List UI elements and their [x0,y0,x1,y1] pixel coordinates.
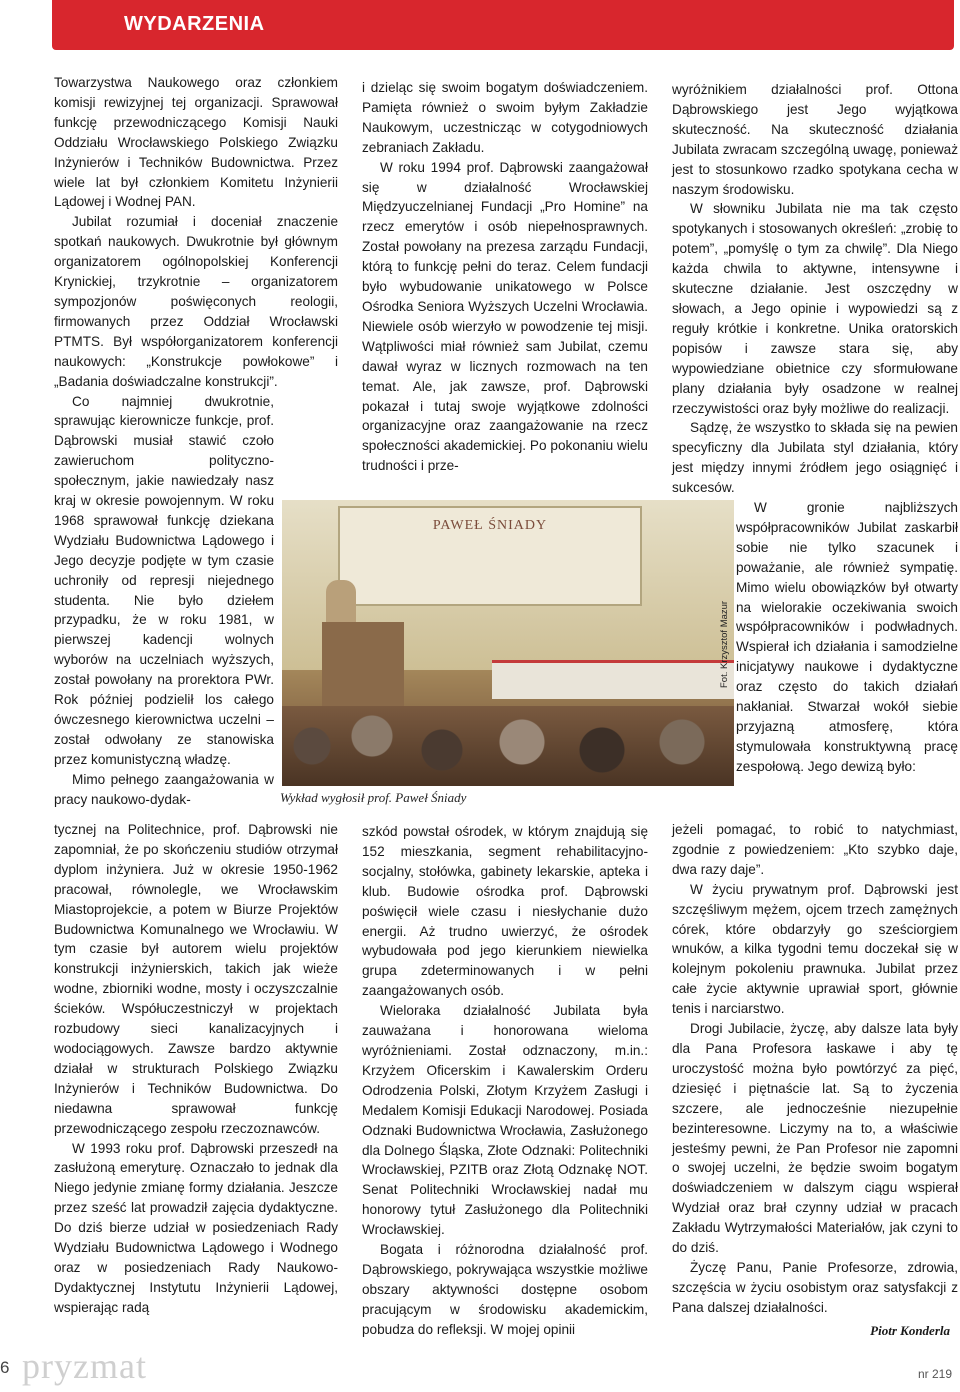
screen-title: PAWEŁ ŚNIADY [432,518,548,533]
column-1-continued [54,820,338,1318]
column-2 [362,78,648,476]
paragraph: W gronie najbliższych współpracowników Jubilat zaskarbił sobie nie tylko szacunek i poważanie, ale również sympatię. Mimo wielu obowiązków był otwarty na wielorakie oczekiwania swoich współpracowników i podwładnych. Wspierał ich działania i samodzielne inicjatywy naukowe i dydaktyczne oraz często do takich działań nakłaniał. Stwarzał wokół siebie przyjazną atmosferę, która stymulowała konstruktywną pracę zespołową. Jego dewizą było: [736,500,958,774]
photo-caption: Wykład wygłosił prof. Paweł Śniady [280,790,467,805]
paragraph: jeżeli pomagać, to robić to natychmiast, zgodnie z powiedzeniem: „Kto szybko daje, dwa razy daje”. [672,822,958,877]
photo-credit: Fot. Krzysztof Mazur [719,600,730,688]
paragraph: Sądzę, że wszystko to składa się na pewien specyficzny dla Jubilata styl działania, który jest między innymi źródłem jego osiągnięć i sukcesów. [672,420,958,496]
page-number: 6 [0,1358,10,1377]
paragraph: W 1993 roku prof. Dąbrowski przeszedł na zasłużoną emeryturę. Oznaczało to jednak dla Niego jedynie zmianę formy działania. Jeszcze przez sześć lat prowadził zajęcia dydaktyczne. Do dziś bierze udział w posiedzeniach Rady Wydziału Budownictwa Lądowego i Wodnego oraz w posiedzeniach Rady Naukowo-Dydaktycznej Instytutu Inżynierii Lądowej, wspierając radą [54,1140,338,1315]
issue-number: nr 219 [917,1367,952,1381]
magazine-logo: pryzmat [22,1346,147,1386]
paragraph: Drogi Jubilacie, życzę, aby dalsze lata były dla Pana Profesora łaskawe i aby tę uroczystość można było powtórzyć za pięć, dziesięć i piętnaście lat. Są to życzenia szczere, ale jednocześnie niezupełnie bezinteresowne. Liczymy na to, a właściwie jesteśmy pewni, że Pan Profesor nie zapomni o swojej uczelni, że będzie swoim bogatym doświadczeniem w dalszym ciągu wspierał Wydział oraz brał czynny udział w pracach Zakładu Wytrzymałości Materiałów, jak czyni to do dziś. [672,1021,958,1256]
author-signature: Piotr Konderla [870,1323,950,1338]
column-3-continued [672,820,958,1318]
paragraph: Co najmniej dwukrotnie, sprawując kierownicze funkcje, prof. Dąbrowski musiał stawić czoło zawieruchom polityczno-społecznym, jakie nawiedzały nasz kraj w okresie powojennym. W roku 1968 sprawował funkcję dziekana Wydziału Budownictwa Lądowego i Jego decyzje podjęte w tym czasie uchroniły od represji niejednego studenta. Nie było dziełem przypadku, że w roku 1981, w pierwszej kadencji wolnych wyborów na uczelniach wyższych, został powołany na prorektora PWr. Rok później podzielił los całego ówczesnego kierownictwa uczelni – został odwołany ze stanowiska przez komunistyczną władzę. [54,393,274,767]
paragraph: Mimo pełnego zaangażowania w pracy naukowo-dydak- [54,771,274,807]
section-header-bar [52,0,954,50]
paragraph: W życiu prywatnym prof. Dąbrowski jest szczęśliwym mężem, ojcem trzech zamężnych córek, które obdarzyły go sześciorgiem wnuków, a kilka tygodni temu doczekał się w kolejnym pokoleniu prawnuka. Jubilat przez całe życie aktywnie uprawiał sport, głównie tenis i narciarstwo. [672,881,958,1017]
paragraph: Bogata i różnorodna działalność prof. Dąbrowskiego, pokrywająca wszystkie możliwe obszary aktywności dostępne osobom pracującym w środowisku akademickim, pobudza do refleksji. W mojej opinii [362,1242,648,1337]
paragraph: Wieloraka działalność Jubilata była zauważana i honorowana wieloma wyróżnieniami. Został odznaczony, m.in.: Krzyżem Oficerskim i Kawalerskim Orderu Odrodzenia Polski, Złotym Krzyżem Zasługi i Medalem Komisji Edukacji Narodowej. Posiada Odznaki Budownictwa Wrocławia, Zasłużonego dla Dolnego Śląska, Złote Odznaki: Politechniki Wrocławskiej, PZITB oraz Złotą Odznakę NOT. Senat Politechniki Wrocławskiej nadał mu honorowy tytuł Zasłużonego dla Politechniki Wrocławskiej. [362,1003,648,1238]
audience [282,706,734,786]
section-title: WYDARZENIA [124,13,265,35]
paragraph: i dzieląc się swoim bogatym doświadczeniem. Pamięta również o swoim byłym Zakładzie Naukowym, uczestnicząc w cotygodniowych zebraniach Zakładu. [362,80,648,155]
paragraph: wyróżnikiem działalności prof. Ottona Dąbrowskiego jest Jego wyjątkowa skuteczność. Na skuteczność działania Jubilata zwracam szczególną uwagę, ponieważ jest to stosunkowo rzadko spotykana cecha w naszym środowisku. [672,82,958,197]
column-2-continued [362,822,648,1340]
paragraph: Jubilat rozumiał i doceniał znaczenie spotkań naukowych. Dwukrotnie był głównym organizatorem ogólnopolskiej Konferencji Krynickiej, trzykrotnie – organizatorem sympozjonów poświęconych reologii, firmowanych przez Oddział Wrocławski PTMTS. Był współorganizatorem konferencji naukowych: „Konstrukcje powłokowe” i „Badania doświadczalne konstrukcji”. [54,214,338,389]
lecture-photo [282,500,734,786]
paragraph: W słowniku Jubilata nie ma tak często spotykanych i stosowanych określeń: „zrobię to potem”, „pomyślę o tym za chwilę”. Dla Niego każda chwila to aktywne, intensywne i skuteczne działanie. Jest oszczędny w słowach, a Jego opinie i wypowiedzi są z reguły krótkie i konkretne. Unika oratorskich popisów i zawsze stara się, aby wypowiedziane obietnice czy sformułowane plany działania były osadzone w realnej rzeczywistości oraz były możliwe do realizacji. [672,201,958,416]
paragraph: tycznej na Politechnice, prof. Dąbrowski nie zapomniał, że po skończeniu studiów otrzymał dyplom inżyniera. Już w okresie 1950-1962 pracował, równolegle, we Wrocławskim Miastoprojekcie, a potem w Biurze Projektów Budownictwa Komunalnego we Wrocławiu. W tym czasie był autorem wielu projektów konstrukcji inżynierskich, takich jak wieże wodne, zbiorniki wodne, mosty i oczyszczalnie ścieków. Współuczestniczył w projektach rozbudowy sieci kanalizacyjnych i wodociągowych. Zawsze bardzo aktywnie działał w strukturach Polskiego Związku Inżynierów i Techników Budownictwa. Do niedawna sprawował funkcję przewodniczącego zespołu rzeczoznawców. [54,822,338,1136]
projection-screen [338,506,642,606]
panel-table [492,660,734,699]
paragraph: Życzę Panu, Panie Profesorze, zdrowia, szczęścia w życiu osobistym oraz satysfakcji z Pana dalszej działalności. [672,1259,958,1315]
paragraph: Towarzystwa Naukowego oraz członkiem komisji rewizyjnej tej organizacji. Sprawował funkcję przewodniczącego Komisji Nauki Oddziału Wrocławskiego Polskiego Związku Inżynierów i Techników Budownictwa. Przez wiele lat był członkiem Komitetu Inżynierii Lądowej i Wodnej PAN. [54,75,338,210]
paragraph: szkód powstał ośrodek, w którym znajdują się 152 mieszkania, segment rehabilitacyjno-socjalny, stołówka, gabinety lekarskie, apteka i klub. Budowie ośrodka prof. Dąbrowski poświęcił wiele czasu i niesłychanie dużo energii. Aż trudno uwierzyć, że ośrodek wybudowała pod jego kierunkiem niewielka grupa zdeterminowanych i w pełni zaangażowanych osób. [362,824,648,999]
paragraph: W roku 1994 prof. Dąbrowski zaangażował się w działalność Wrocławskiej Międzyuczelnianej Fundacji „Pro Homine” na rzecz emerytów i osób niepełnosprawnych. Został powołany na prezesa zarządu Fundacji, którą to funkcję pełni do teraz. Celem fundacji było wybudowanie unikatowego w Polsce Ośrodka Seniora Wyższych Uczelni Wrocławia. Niewiele osób wierzyło w powodzenie tej misji. Wątpliwości miał również sam Jubilat, czemu dawał wyraz w licznych rozmowach na ten temat. Ale, jak zawsze, prof. Dąbrowski pokazał i tutaj swoje wyjątkowe zdolności organizacyjne oraz zaangażowanie na rzecz społeczności akademickiej. Po pokonaniu wielu trudności i prze- [362,159,648,474]
